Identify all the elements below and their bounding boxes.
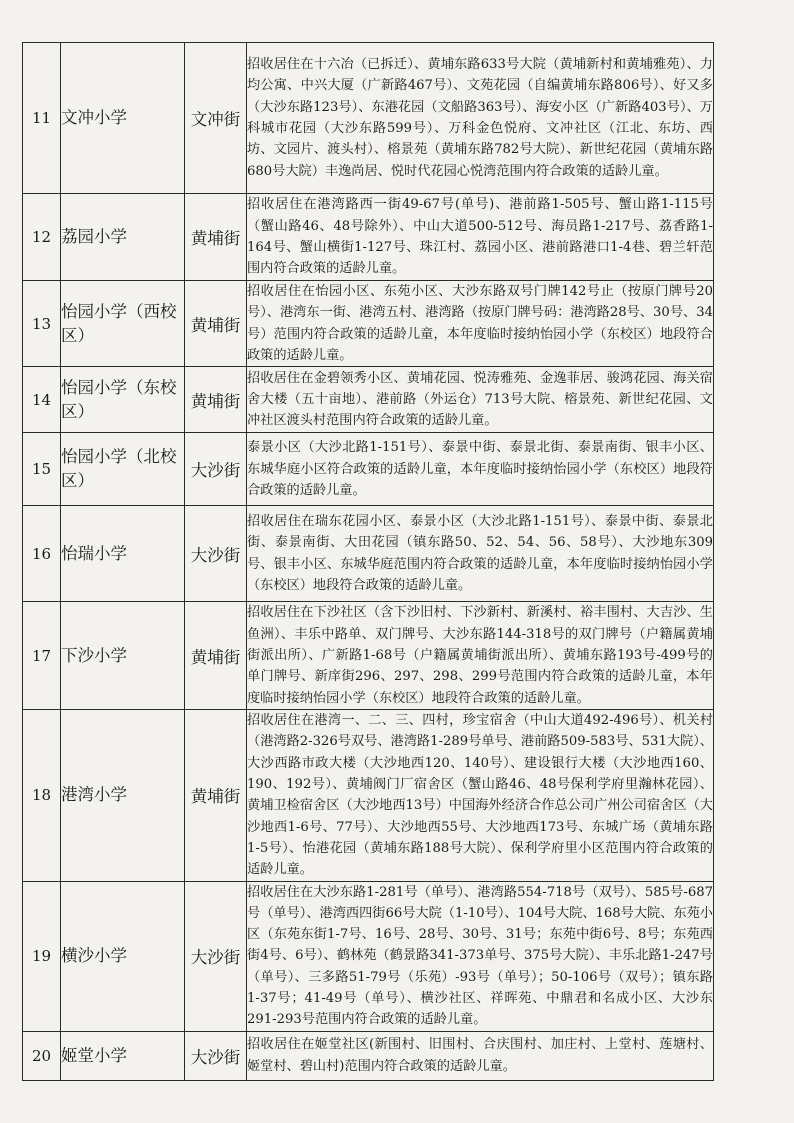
enrollment-scope: 招收居住在下沙社区（含下沙旧村、下沙新村、新溪村、裕丰围村、大吉沙、生鱼洲）、丰乐中路单、双门牌号、大沙东路144-318号的双门牌号（户籍属黄埔街派出所）、广新路1-68号（户籍属黄埔街派出所）、黄埔东路193号-499号的单门牌号、新庠街296、297、298、299号范围内符合政策的适龄儿童，本年度临时接纳怡园小学（东校区）地段符合政策的适龄儿童。 — [247, 602, 714, 710]
street-name: 黄埔街 — [185, 281, 247, 367]
enrollment-scope: 招收居住在瑞东花园小区、泰景小区（大沙北路1-151号）、泰景中街、泰景北街、泰景南街、大田花园（镇东路50、52、54、56、58号）、大沙地东309号、银丰小区、东城华庭范围内符合政策的适龄儿童，本年度临时接纳怡园小学（东校区）地段符合政策的适龄儿童。 — [247, 506, 714, 602]
table-row — [23, 881, 714, 1031]
street-name: 黄埔街 — [185, 367, 247, 433]
school-name: 怡瑞小学 — [61, 506, 185, 602]
enrollment-scope: 泰景小区（大沙北路1-151号）、泰景中街、泰景北街、泰景南街、银丰小区、东城华庭小区符合政策的适龄儿童，本年度临时接纳怡园小学（东校区）地段符合政策的适龄儿童。 — [247, 433, 714, 506]
school-name: 下沙小学 — [61, 602, 185, 710]
enrollment-scope: 招收居住在港湾路西一街49-67号(单号)、港前路1-505号、蟹山路1-115号 （蟹山路46、48号除外）、中山大道500-512号、海员路1-217号、荔香路1-164号、蟹山横街1-127号、珠江村、荔园小区、港前路港口1-4巷、碧兰轩范围内符合政策的适龄儿童。 — [247, 194, 714, 281]
table-row — [23, 710, 714, 881]
street-name: 黄埔街 — [185, 602, 247, 710]
school-name: 横沙小学 — [61, 881, 185, 1031]
table-row — [23, 367, 714, 433]
enrollment-table — [22, 42, 714, 1081]
table-row — [23, 194, 714, 281]
row-number: 11 — [23, 43, 61, 194]
row-number: 13 — [23, 281, 61, 367]
school-name: 怡园小学（东校区） — [61, 367, 185, 433]
row-number: 16 — [23, 506, 61, 602]
street-name: 大沙街 — [185, 1031, 247, 1080]
street-name: 大沙街 — [185, 433, 247, 506]
school-name: 怡园小学（北校区） — [61, 433, 185, 506]
street-name: 大沙街 — [185, 881, 247, 1031]
table-row — [23, 43, 714, 194]
enrollment-scope: 招收居住在姬堂社区(新围村、旧围村、合庆围村、加庄村、上堂村、莲塘村、姬堂村、碧山村)范围内符合政策的适龄儿童。 — [247, 1031, 714, 1080]
table-row — [23, 281, 714, 367]
row-number: 19 — [23, 881, 61, 1031]
enrollment-scope: 招收居住在港湾一、二、三、四村，珍宝宿舍（中山大道492-496号）、机关村（港湾路2-326号双号、港湾路1-289号单号、港前路509-583号、531大院）、大沙西路市政大楼（大沙地西120、140号）、建设银行大楼（大沙地西160、190、192号）、黄埔阀门厂宿舍区（蟹山路46、48号保利学府里瀚林花园）、黄埔卫检宿舍区（大沙地西13号）中国海外经济合作总公司广州公司宿舍区（大沙地西1-6号、77号）、大沙地西55号、大沙地西173号、东城广场（黄埔东路1-5号）、怡港花园（黄埔东路188号大院）、保利学府里小区范围内符合政策的适龄儿童。 — [247, 710, 714, 881]
row-number: 15 — [23, 433, 61, 506]
street-name: 文冲街 — [185, 43, 247, 194]
row-number: 12 — [23, 194, 61, 281]
table-row — [23, 506, 714, 602]
enrollment-scope: 招收居住在怡园小区、东苑小区、大沙东路双号门牌142号止（按原门牌号20号）、港湾东一街、港湾五村、港湾路（按原门牌号码：港湾路28号、30号、34号）范围内符合政策的适龄儿童，本年度临时接纳怡园小学（东校区）地段符合政策的适龄儿童。 — [247, 281, 714, 367]
school-name: 港湾小学 — [61, 710, 185, 881]
street-name: 黄埔街 — [185, 710, 247, 881]
school-name: 姬堂小学 — [61, 1031, 185, 1080]
row-number: 14 — [23, 367, 61, 433]
enrollment-scope: 招收居住在十六冶（已拆迁）、黄埔东路633号大院（黄埔新村和黄埔雅苑）、力均公寓、中兴大厦（广新路467号）、文苑花园（自编黄埔东路806号）、好又多（大沙东路123号）、东港花园（文船路363号）、海安小区（广新路403号）、万科城市花园（大沙东路599号）、万科金色悦府、文冲社区（江北、东坊、西坊、文园片、渡头村）、榕景苑（黄埔东路782号大院）、新世纪花园（黄埔东路680号大院）丰逸尚居、悦时代花园心悦湾范围内符合政策的适龄儿童。 — [247, 43, 714, 194]
row-number: 17 — [23, 602, 61, 710]
school-name: 文冲小学 — [61, 43, 185, 194]
school-name: 荔园小学 — [61, 194, 185, 281]
table-row — [23, 602, 714, 710]
table-row — [23, 433, 714, 506]
street-name: 黄埔街 — [185, 194, 247, 281]
school-name: 怡园小学（西校区） — [61, 281, 185, 367]
street-name: 大沙街 — [185, 506, 247, 602]
table-row — [23, 1031, 714, 1080]
enrollment-scope: 招收居住在大沙东路1-281号（单号）、港湾路554-718号（双号）、585号-687号（单号）、港湾西四街66号大院（1-10号）、104号大院、168号大院、东苑小区（东苑东街1-7号、16号、28号、30号、31号；东苑中街6号、8号；东苑西街4号、6号）、鹤林苑（鹤景路341-373单号、375号大院）、丰乐北路1-247号（单号）、三多路51-79号（乐苑）-93号（单号）；50-106号（双号）；镇东路1-37号；41-49号（单号）、横沙社区、祥晖苑、中鼎君和名成小区、大沙东291-293号范围内符合政策的适龄儿童。 — [247, 881, 714, 1031]
enrollment-scope: 招收居住在金碧领秀小区、黄埔花园、悦涛雅苑、金逸菲居、骏鸿花园、海关宿舍大楼（五十亩地）、港前路（外运仓）713号大院、榕景苑、新世纪花园、文冲社区渡头村范围内符合政策的适龄儿童。 — [247, 367, 714, 433]
row-number: 20 — [23, 1031, 61, 1080]
row-number: 18 — [23, 710, 61, 881]
